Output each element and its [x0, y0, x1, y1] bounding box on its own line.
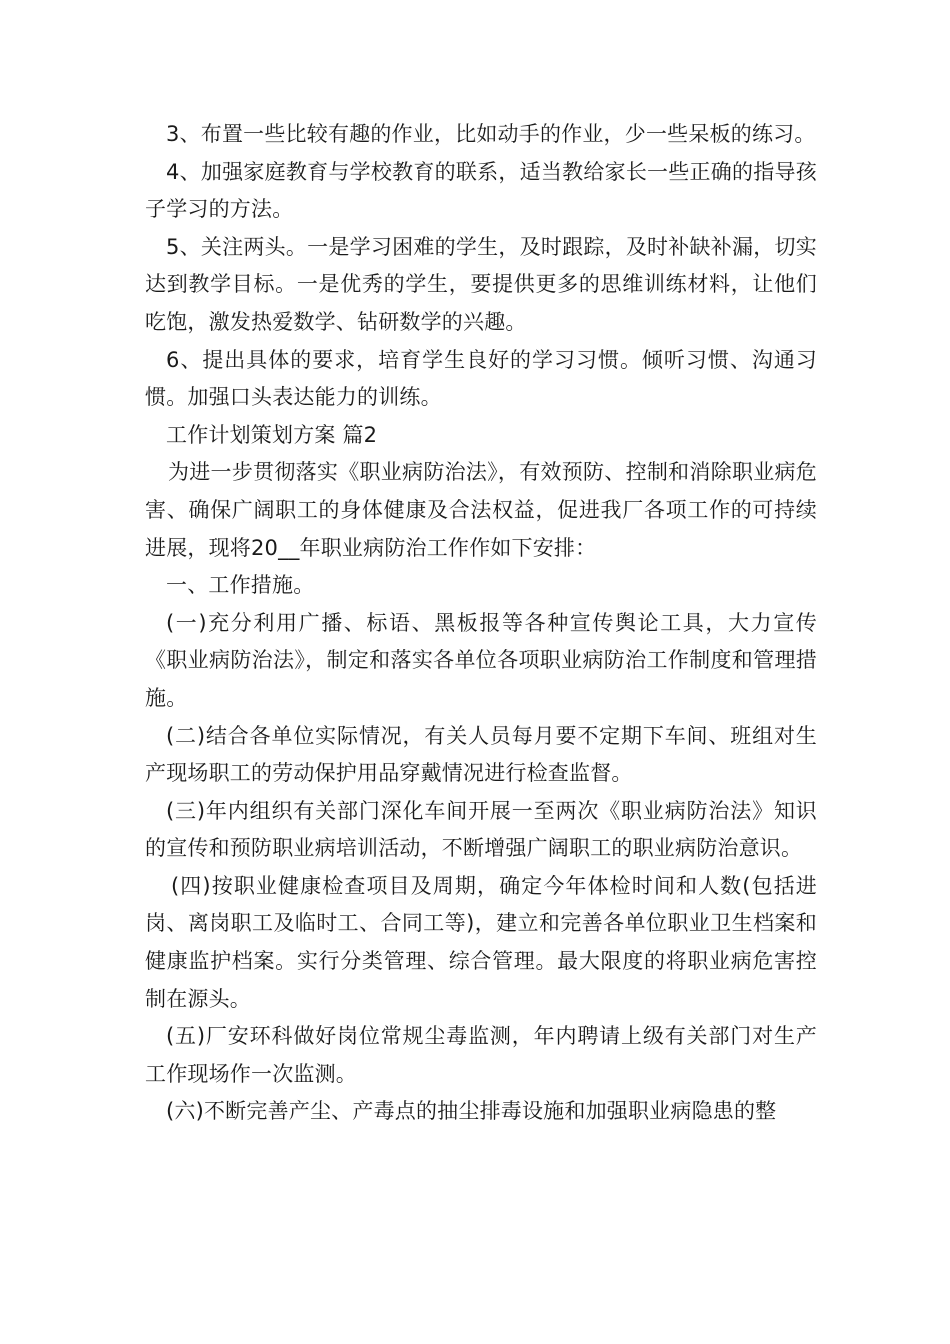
measure-paragraph-3: (三)年内组织有关部门深化车间开展一至两次《职业病防治法》知识的宣传和预防职业病培训活动，不断增强广阔职工的职业病防治意识。	[145, 798, 817, 861]
paragraph-item-3: 3、布置一些比较有趣的作业，比如动手的作业，少一些呆板的练习。	[166, 122, 816, 146]
paragraph-item-6: 6、提出具体的要求，培育学生良好的学习习惯。倾听习惯、沟通习惯。加强口头表达能力的训练。	[145, 347, 817, 410]
intro-paragraph: 为进一步贯彻落实《职业病防治法》，有效预防、控制和消除职业病危害、确保广阔职工的身体健康及合法权益，促进我厂各项工作的可持续进展，现将20__年职业病防治工作作如下安排：	[145, 460, 817, 560]
measure-paragraph-5: (五)厂安环科做好岗位常规尘毒监测，年内聘请上级有关部门对生产工作现场作一次监测。	[145, 1024, 817, 1086]
paragraph-item-4: 4、加强家庭教育与学校教育的联系，适当教给家长一些正确的指导孩子学习的方法。	[145, 159, 817, 222]
document-body	[145, 116, 817, 1131]
measure-paragraph-1: (一)充分利用广播、标语、黑板报等各种宣传舆论工具，大力宣传《职业病防治法》，制定和落实各单位各项职业病防治工作制度和管理措施。	[145, 610, 817, 710]
measure-paragraph-6: (六)不断完善产尘、产毒点的抽尘排毒设施和加强职业病隐患的整	[166, 1099, 777, 1124]
section-heading: 工作计划策划方案 篇2	[166, 422, 378, 447]
measure-paragraph-4: (四)按职业健康检查项目及周期，确定今年体检时间和人数(包括进岗、离岗职工及临时工、合同工等)，建立和完善各单位职业卫生档案和健康监护档案。实行分类管理、综合管理。最大限度的将职业病危害控制在源头。	[145, 873, 817, 1011]
subsection-heading: 一、工作措施。	[166, 573, 315, 598]
paragraph-item-5: 5、关注两头。一是学习困难的学生，及时跟踪，及时补缺补漏，切实达到教学目标。一是优秀的学生，要提供更多的思维训练材料，让他们吃饱，激发热爱数学、钻研数学的兴趣。	[145, 234, 817, 334]
measure-paragraph-2: (二)结合各单位实际情况，有关人员每月要不定期下车间、班组对生产现场职工的劳动保护用品穿戴情况进行检查监督。	[145, 723, 817, 786]
